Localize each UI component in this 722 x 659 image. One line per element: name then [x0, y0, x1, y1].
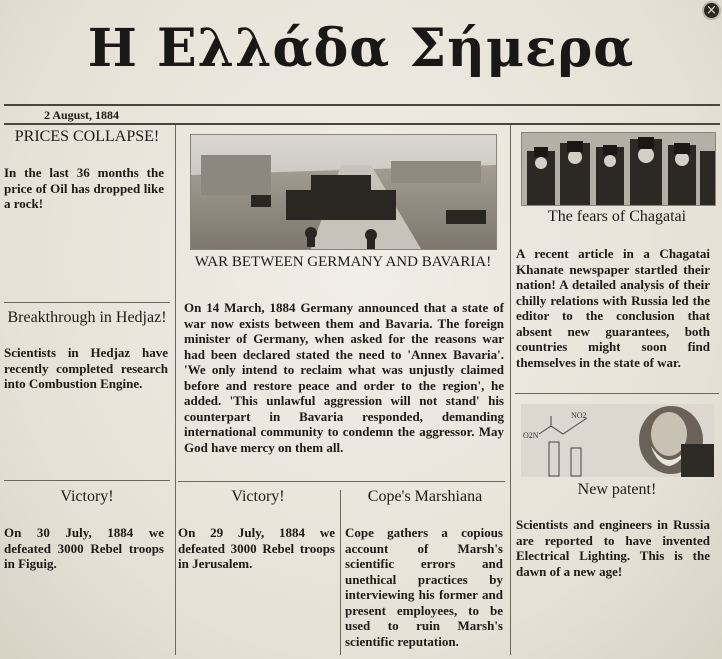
cope-headline: Cope's Marshiana: [367, 488, 483, 505]
section-rule-right: [515, 393, 719, 394]
chagatai-soldiers-photo: [521, 132, 716, 206]
column-divider-bottom-mid: [340, 490, 341, 655]
prices-headline: PRICES COLLAPSE!: [14, 128, 160, 145]
o2n-left-label: O2N: [523, 431, 539, 440]
war-body: On 14 March, 1884 Germany announced that a state of war now exists between them and Bavaria. The foreign minister of Germany, when asked for the reasons war had been declared stated the need to 'Annex Bavaria'. 'We only intend to reclaim what was unjustly claimed before and restore peace and order to the region', he added. 'This unlawful aggression will not stand' his counterpart in Bavaria responded, demanding international community to condemn the aggressor. May God have mercy on them all.: [184, 300, 504, 455]
breakthrough-headline: Breakthrough in Hedjaz!: [7, 309, 167, 326]
patent-headline: New patent!: [577, 481, 657, 498]
no2-top-label: NO2: [571, 411, 587, 420]
victory-figuig-body: On 30 July, 1884 we defeated 3000 Rebel troops in Figuig.: [4, 525, 164, 571]
issue-date: 2 August, 1884: [44, 108, 120, 122]
war-headline: WAR BETWEEN GERMANY AND BAVARIA!: [194, 254, 492, 270]
section-rule-left-2: [4, 480, 170, 481]
victory-figuig-headline: Victory!: [60, 488, 114, 505]
soldiers-image: [522, 133, 715, 205]
patent-body: Scientists and engineers in Russia are reported to have invented Electrical Lighting. This is the dawn of a new age!: [516, 517, 710, 579]
section-rule-left-1: [4, 302, 170, 303]
section-rule-center: [178, 481, 505, 482]
close-button[interactable]: [702, 1, 721, 20]
chagatai-headline: The fears of Chagatai: [547, 208, 687, 225]
column-divider-left: [175, 125, 176, 655]
newspaper-title: Η Ελλάδα Σήμερα: [87, 18, 635, 79]
column-divider-right: [510, 125, 511, 655]
patent-inventor-image: [521, 404, 714, 477]
cope-body: Cope gathers a copious account of Marsh's scientific errors and unethical practices by interviewing his former and present employees, to be used to ruin Marsh's scientific reputation.: [345, 525, 503, 649]
prices-body: In the last 36 months the price of Oil has dropped like a rock!: [4, 165, 164, 211]
war-photo: [190, 134, 497, 250]
victory-jerusalem-headline: Victory!: [231, 488, 285, 505]
inventor-portrait: [521, 404, 714, 477]
victory-jerusalem-body: On 29 July, 1884 we defeated 3000 Rebel troops in Jerusalem.: [178, 525, 335, 571]
breakthrough-body: Scientists in Hedjaz have recently completed research into Combustion Engine.: [4, 345, 168, 391]
chagatai-body: A recent article in a Chagatai Khanate newspaper startled their nation! A detailed analysis of their chilly relations with Russia led the editor to the conclusion that absent new guarantees, both countries might soon find themselves in the state of war.: [516, 246, 710, 370]
marching-troops-image: [191, 135, 496, 249]
masthead-rule-top: [4, 104, 720, 106]
close-icon: ×: [706, 3, 717, 18]
masthead-rule-bottom: [4, 123, 720, 125]
